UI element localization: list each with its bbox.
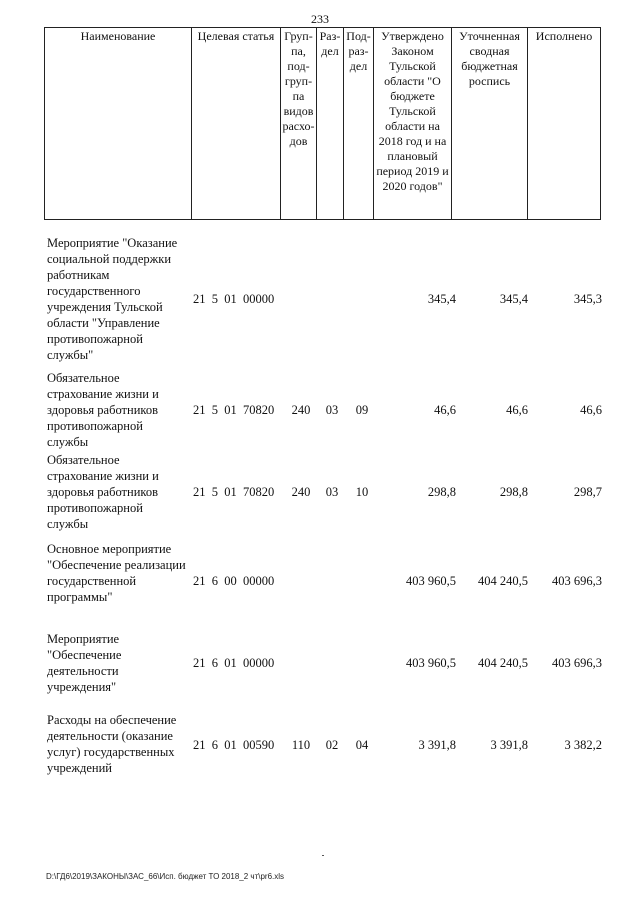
header-section: Раз-дел (317, 28, 344, 220)
row-code: 21 6 01 00590 (193, 738, 275, 752)
row-name: Обязательное страхование жизни и здоровья работников противопожарной службы (47, 371, 159, 449)
row-name: Основное мероприятие "Обеспечение реализации государственной программы" (47, 542, 186, 604)
row-code: 21 6 00 00000 (193, 574, 275, 588)
header-subsection: Под-раз-дел (344, 28, 374, 220)
row-subsection: 09 (355, 403, 369, 417)
header-group: Груп-па, под-груп-па видов расхо-дов (281, 28, 317, 220)
header-executed: Исполнено (528, 28, 601, 220)
row-section: 03 (325, 403, 339, 417)
row-approved: 46,6 (434, 403, 456, 417)
row-name: Мероприятие "Обеспечение деятельности учреждения" (47, 632, 122, 694)
row-approved: 403 960,5 (406, 656, 456, 670)
row-refined: 46,6 (506, 403, 528, 417)
row-refined: 345,4 (499, 292, 528, 306)
header-approved: Утверждено Законом Тульской области "О бюджете Тульской области на 2018 год и на плановый период 2019 и 2020 годов" (374, 28, 452, 220)
row-executed: 345,3 (573, 292, 602, 306)
scan-speck (322, 855, 324, 856)
row-approved: 3 391,8 (418, 738, 456, 752)
row-group: 110 (291, 738, 311, 752)
row-section: 03 (325, 485, 339, 499)
row-refined: 298,8 (499, 485, 528, 499)
row-code: 21 5 01 00000 (193, 292, 275, 306)
row-executed: 403 696,3 (552, 656, 602, 670)
page-number: 233 (311, 12, 329, 26)
header-refined: Уточненная сводная бюджетная роспись (452, 28, 528, 220)
row-executed: 403 696,3 (552, 574, 602, 588)
row-name: Мероприятие "Оказание социальной поддержки работникам государственного учреждения Тульской области "Управление противопожарной службы" (47, 236, 178, 362)
row-subsection: 10 (355, 485, 369, 499)
file-path-footer: D:\ГД6\2019\ЗАКОНЫ\ЗАС_66\Исп. бюджет ТО 2018_2 чт\pr6.xls (46, 872, 285, 881)
row-section: 02 (325, 738, 339, 752)
header-name: Наименование (45, 28, 192, 220)
row-subsection: 04 (355, 738, 369, 752)
row-code: 21 5 01 70820 (193, 403, 275, 417)
row-refined: 404 240,5 (478, 574, 528, 588)
header-target: Целевая статья (192, 28, 281, 220)
row-group: 240 (291, 485, 311, 499)
row-group: 240 (291, 403, 311, 417)
row-refined: 404 240,5 (478, 656, 528, 670)
row-executed: 46,6 (580, 403, 602, 417)
row-name: Обязательное страхование жизни и здоровья работников противопожарной службы (47, 453, 159, 531)
row-approved: 298,8 (427, 485, 456, 499)
row-code: 21 5 01 70820 (193, 485, 275, 499)
row-executed: 3 382,2 (564, 738, 602, 752)
row-approved: 345,4 (427, 292, 456, 306)
row-refined: 3 391,8 (490, 738, 528, 752)
row-approved: 403 960,5 (406, 574, 456, 588)
table-header (44, 27, 601, 220)
row-name: Расходы на обеспечение деятельности (оказание услуг) государственных учреждений (47, 713, 177, 775)
row-code: 21 6 01 00000 (193, 656, 275, 670)
row-executed: 298,7 (573, 485, 602, 499)
